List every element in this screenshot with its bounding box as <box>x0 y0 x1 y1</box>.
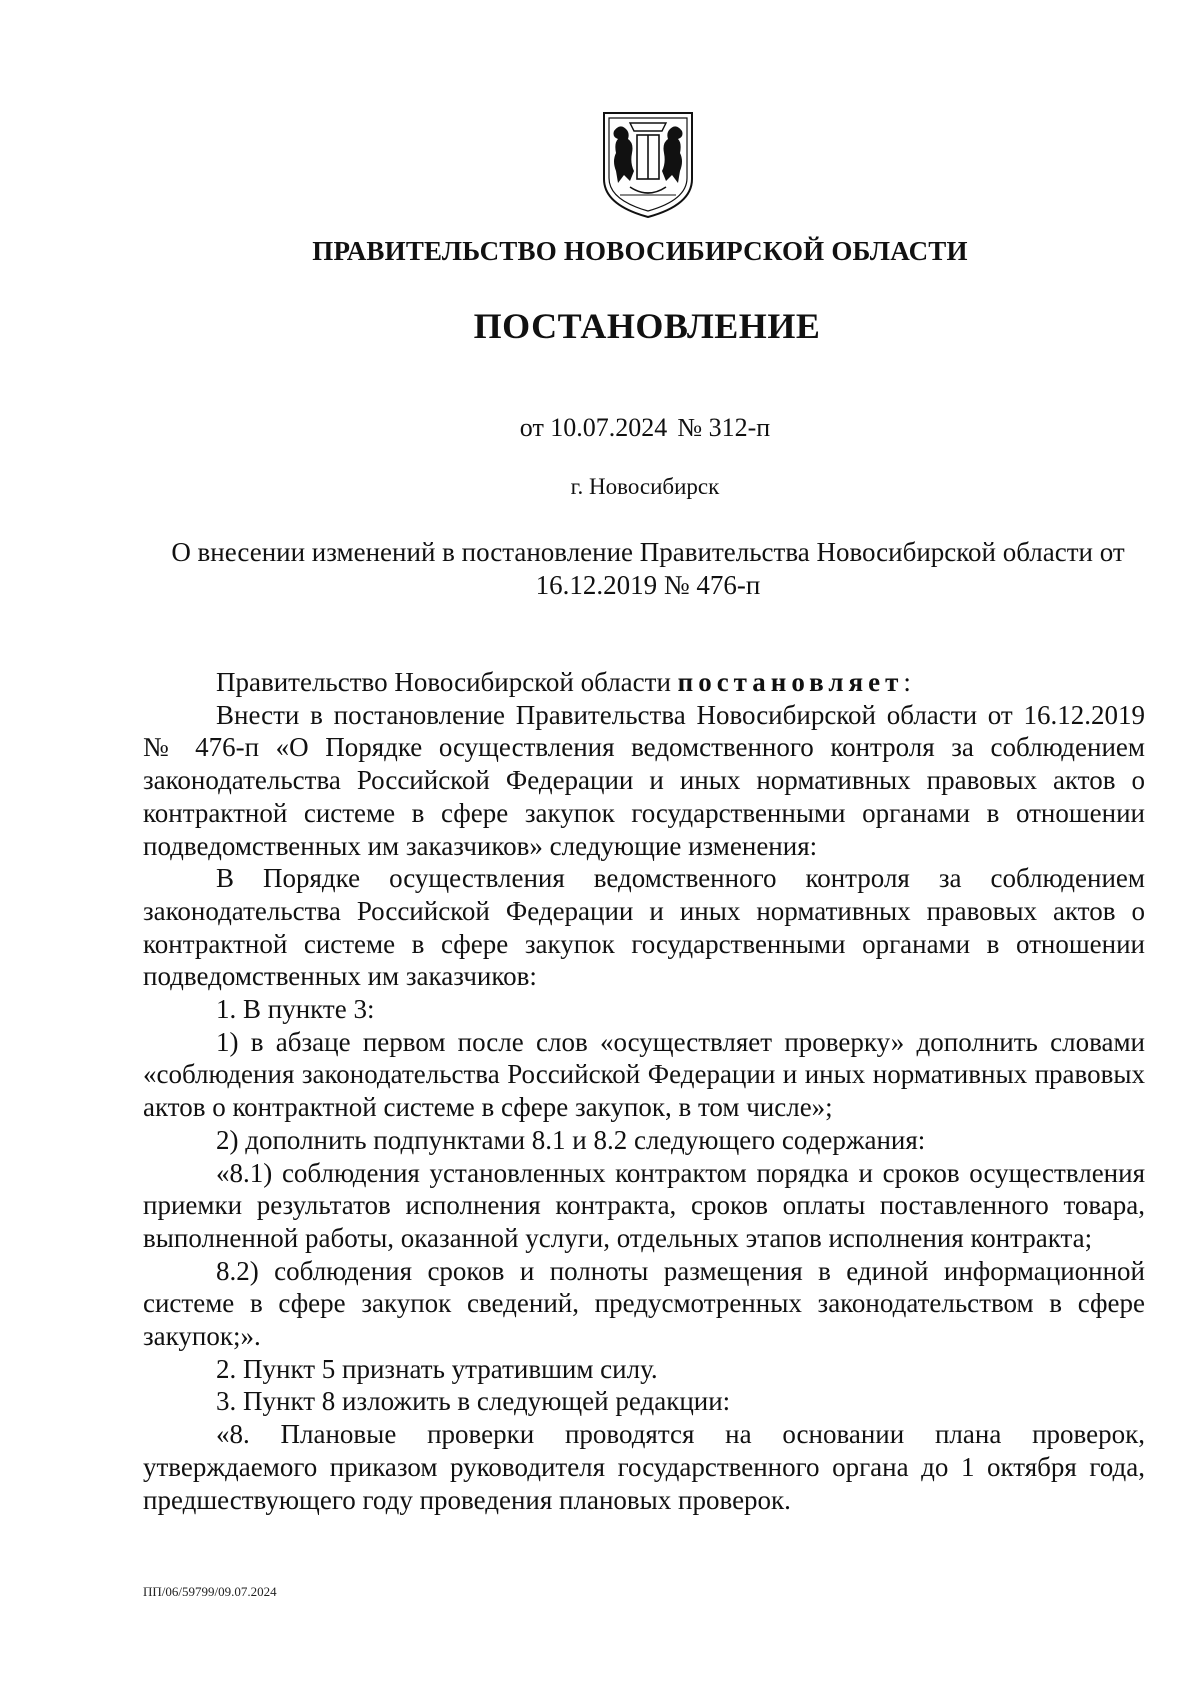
body-paragraph: «8. Плановые проверки проводятся на основании плана проверок, утверждаемого приказом руководителя государственного органа до 1 октября года, предшествующего году проведения плановых проверок. <box>143 1419 1145 1515</box>
preamble-verb: постановляет <box>677 667 904 697</box>
body-paragraph: 1. В пункте 3: <box>216 994 375 1025</box>
body-paragraph: 2) дополнить подпунктами 8.1 и 8.2 следующего содержания: <box>216 1124 926 1155</box>
document-date: от 10.07.2024 <box>519 413 668 442</box>
preamble <box>143 666 1145 699</box>
document-date-number <box>0 413 1200 443</box>
preamble-colon: : <box>903 667 911 697</box>
body-paragraph: 3. Пункт 8 изложить в следующей редакции: <box>216 1386 731 1417</box>
document-body <box>143 666 1145 1516</box>
body-paragraph: Внести в постановление Правительства Новосибирской области от 16.12.2019 № 476-п «О Порядке осуществления ведомственного контроля за соблюдением законодательства Российской Федерации и иных нормативных правовых актов о контрактной системе в сфере закупок государственными органами в отношении подведомственных им заказчиков» следующие изменения: <box>143 699 1145 861</box>
body-paragraph: 8.2) соблюдения сроков и полноты размещения в единой информационной системе в сфере закупок сведений, предусмотренных законодательством в сфере закупок;». <box>143 1255 1145 1352</box>
preamble-text: Правительство Новосибирской области <box>216 667 678 697</box>
body-paragraph: «8.1) соблюдения установленных контрактом порядка и сроков осуществления приемки результатов исполнения контракта, сроков оплаты поставленного товара, выполненной работы, оказанной услуги, отдельных этапов исполнения контракта; <box>143 1157 1145 1253</box>
body-paragraph: В Порядке осуществления ведомственного контроля за соблюдением законодательства Российской Федерации и иных нормативных правовых актов о контрактной системе в сфере закупок государственными органами в отношении подведомственных им заказчиков: <box>143 863 1145 992</box>
document-footer-code: ПП/06/59799/09.07.2024 <box>143 1584 277 1599</box>
novosibirsk-coat-of-arms-icon <box>600 109 696 221</box>
body-paragraph: 2. Пункт 5 признать утратившим силу. <box>216 1353 658 1384</box>
document-type-title: ПОСТАНОВЛЕНИЕ <box>473 306 821 346</box>
organization-title: ПРАВИТЕЛЬСТВО НОВОСИБИРСКОЙ ОБЛАСТИ <box>312 236 968 266</box>
body-paragraph: 1) в абзаце первом после слов «осуществляет проверку» дополнить словами «соблюдения законодательства Российской Федерации и иных нормативных правовых актов о контрактной системе в сфере закупок, в том числе»; <box>143 1026 1145 1123</box>
document-number: № 312-п <box>677 413 771 442</box>
document-city: г. Новосибирск <box>570 474 720 499</box>
document-subject: О внесении изменений в постановление Правительства Новосибирской области от 16.12.2019 № 476-п <box>171 537 1125 600</box>
